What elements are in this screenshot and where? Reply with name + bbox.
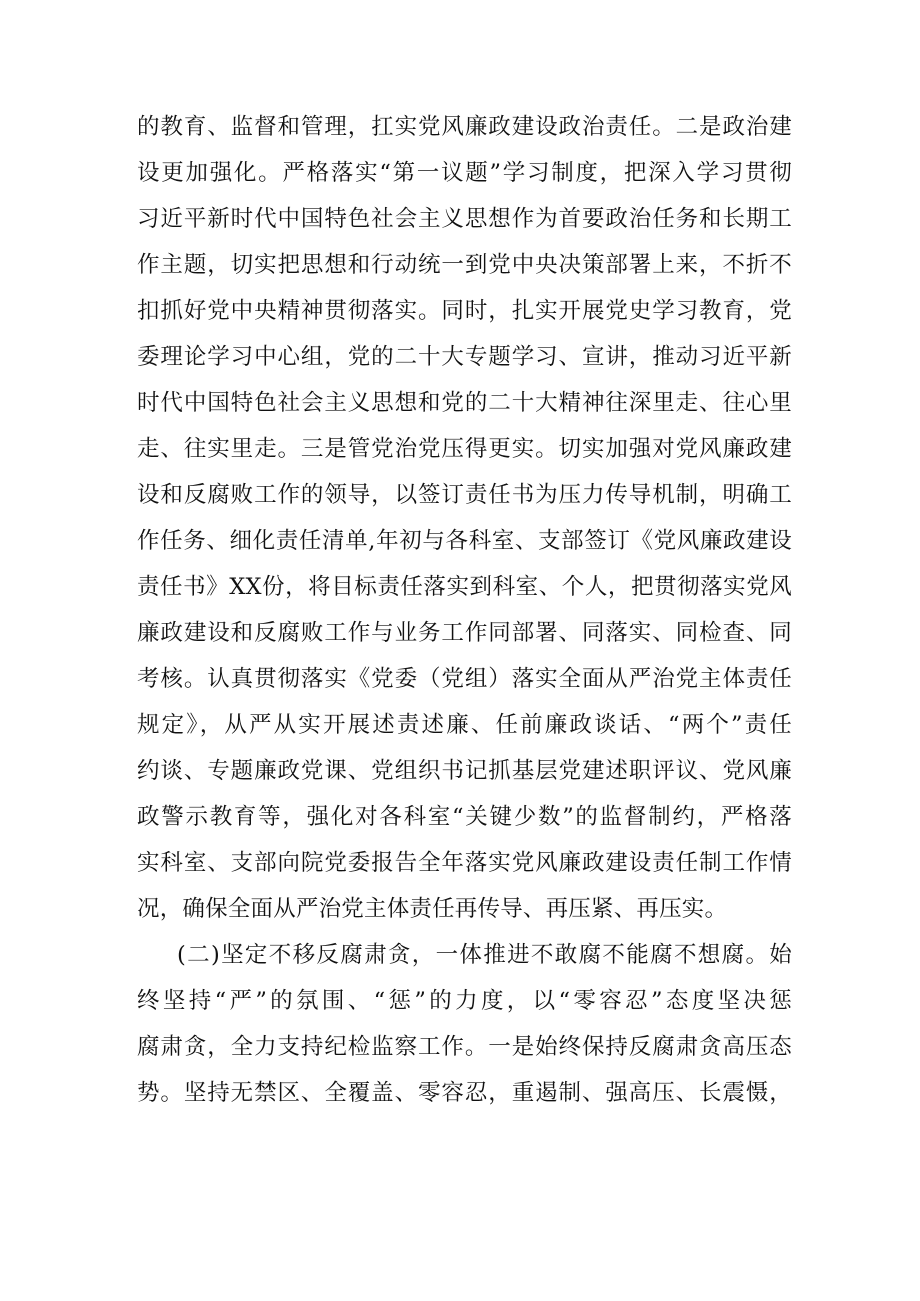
- text-line: 廉政建设和反腐败工作与业务工作同部署、同落实、同检查、同: [137, 620, 792, 646]
- text-line: 规定》，从严从实开展述责述廉、任前廉政谈话、“两个”责任: [137, 712, 792, 738]
- section-heading-line: (二)坚定不移反腐肃贪，一体推进不敢腐不能腐不想腐。始: [177, 942, 792, 968]
- text-line: 腐肃贪，全力支持纪检监察工作。一是始终保持反腐肃贪高压态: [137, 1034, 792, 1060]
- text-line: 考核。认真贯彻落实《党委（党组）落实全面从严治党主体责任: [137, 666, 792, 692]
- text-line: 委理论学习中心组，党的二十大专题学习、宣讲，推动习近平新: [137, 344, 792, 370]
- text-line: 终坚持“严”的氛围、“惩”的力度，以“零容忍”态度坚决惩: [137, 988, 792, 1014]
- body-text: [137, 104, 792, 1116]
- text-line: 习近平新时代中国特色社会主义思想作为首要政治任务和长期工: [137, 206, 792, 232]
- text-line: 作主题，切实把思想和行动统一到党中央决策部署上来，不折不: [137, 252, 792, 278]
- text-line: 势。坚持无禁区、全覆盖、零容忍，重遏制、强高压、长震慑，: [137, 1080, 792, 1106]
- text-line: 的教育、监督和管理，扛实党风廉政建设政治责任。二是政治建: [137, 114, 792, 140]
- text-line: 约谈、专题廉政党课、党组织书记抓基层党建述职评议、党风廉: [137, 758, 792, 784]
- text-line: 实科室、支部向院党委报告全年落实党风廉政建设责任制工作情: [137, 850, 792, 876]
- text-line: 走、往实里走。三是管党治党压得更实。切实加强对党风廉政建: [137, 436, 792, 462]
- text-line: 扣抓好党中央精神贯彻落实。同时，扎实开展党史学习教育，党: [137, 298, 792, 324]
- text-line: 设和反腐败工作的领导，以签订责任书为压力传导机制，明确工: [137, 482, 792, 508]
- text-line: 政警示教育等，强化对各科室“关键少数”的监督制约，严格落: [137, 804, 792, 830]
- paragraph-end-line: 况，确保全面从严治党主体责任再传导、再压紧、再压实。: [137, 896, 728, 922]
- text-line: 设更加强化。严格落实“第一议题”学习制度，把深入学习贯彻: [137, 160, 792, 186]
- text-line: 责任书》XX份，将目标责任落实到科室、个人，把贯彻落实党风: [137, 574, 792, 600]
- text-line: 作任务、细化责任清单,年初与各科室、支部签订《党风廉政建设: [137, 528, 792, 554]
- text-line: 时代中国特色社会主义思想和党的二十大精神往深里走、往心里: [137, 390, 792, 416]
